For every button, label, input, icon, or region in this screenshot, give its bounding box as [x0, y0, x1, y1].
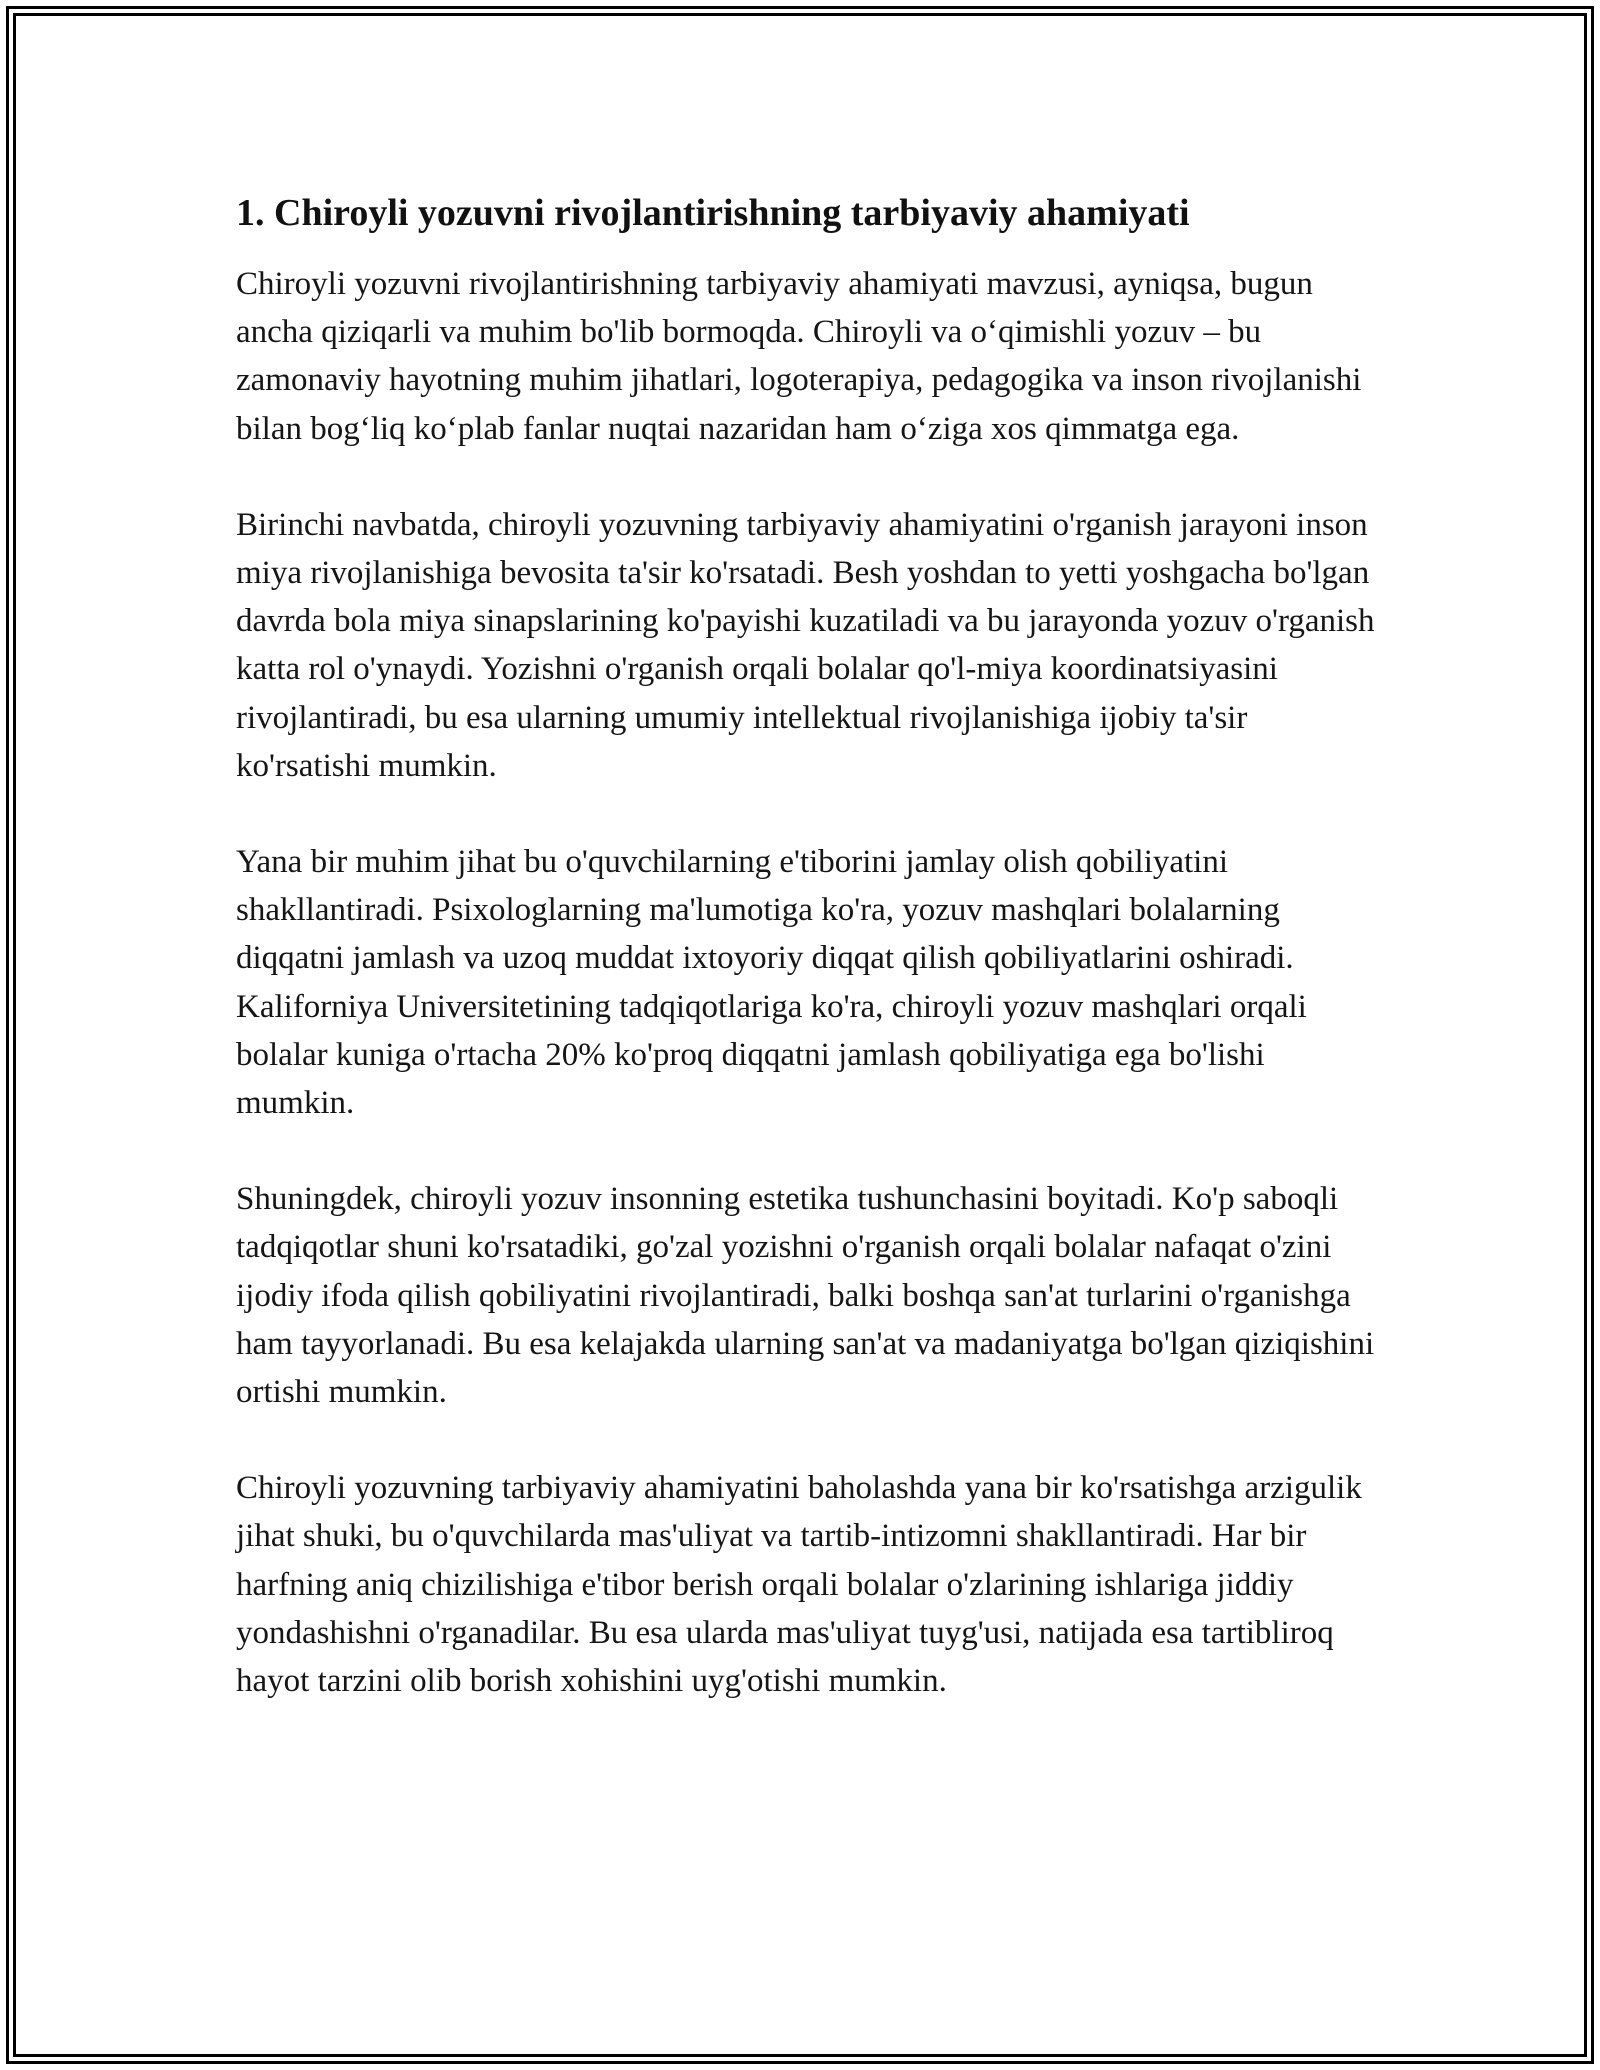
paragraph-2: Birinchi navbatda, chiroyli yozuvning tarbiyaviy ahamiyatini o'rganish jarayoni inson miya rivojlanishiga bevosita ta'sir ko'rsatadi. Besh yoshdan to yetti yoshgacha bo'lgan davrda bola miya sinapslarining ko'payishi kuzatiladi va bu jarayonda yozuv o'rganish katta rol o'ynaydi. Yozishni o'rganish orqali bolalar qo'l-miya koordinatsiyasini rivojlantiradi, bu esa ularning umumiy intellektual rivojlanishiga ijobiy ta'sir ko'rsatishi mumkin. — [236, 506, 1375, 784]
paragraph-1: Chiroyli yozuvni rivojlantirishning tarbiyaviy ahamiyati mavzusi, ayniqsa, bugun ancha qiziqarli va muhim bo'lib bormoqda. Chiroyli va o‘qimishli yozuv – bu zamonaviy hayotning muhim jihatlari, logoterapiya, pedagogika va inson rivojlanishi bilan bog‘liq ko‘plab fanlar nuqtai nazaridan ham o‘ziga xos qimmatga ega. — [236, 266, 1362, 447]
paragraph-4: Shuningdek, chiroyli yozuv insonning estetika tushunchasini boyitadi. Ko'p saboqli tadqiqotlar shuni ko'rsatadiki, go'zal yozishni o'rganish orqali bolalar nafaqat o'zini ijodiy ifoda qilish qobiliyatini rivojlantiradi, balki boshqa san'at turlarini o'rganishga ham tayyorlanadi. Bu esa kelajakda ularning san'at va madaniyatga bo'lgan qiziqishini ortishi mumkin. — [236, 1181, 1375, 1411]
paragraph-5: Chiroyli yozuvning tarbiyaviy ahamiyatini baholashda yana bir ko'rsatishga arzigulik jihat shuki, bu o'quvchilarda mas'uliyat va tartib-intizomni shakllantiradi. Har bir harfning aniq chizilishiga e'tibor berish orqali bolalar o'zlarining ishlariga jiddiy yondashishni o'rganadilar. Bu esa ularda mas'uliyat tuyg'usi, natijada esa tartibliroq hayot tarzini olib borish xohishini uyg'otishi mumkin. — [236, 1470, 1362, 1700]
document-title: 1. Chiroyli yozuvni rivojlantirishning tarbiyaviy ahamiyati — [236, 192, 1190, 234]
document-body — [236, 188, 1376, 1753]
paragraph-3: Yana bir muhim jihat bu o'quvchilarning e'tiborini jamlay olish qobiliyatini shakllantiradi. Psixologlarning ma'lumotiga ko'ra, yozuv mashqlari bolalarning diqqatni jamlash va uzoq muddat ixtoyoriy diqqat qilish qobiliyatlarini oshiradi. Kaliforniya Universitetining tadqiqotlariga ko'ra, chiroyli yozuv mashqlari orqali bolalar kuniga o'rtacha 20% ko'proq diqqatni jamlash qobiliyatiga ega bo'lishi mumkin. — [236, 844, 1307, 1122]
